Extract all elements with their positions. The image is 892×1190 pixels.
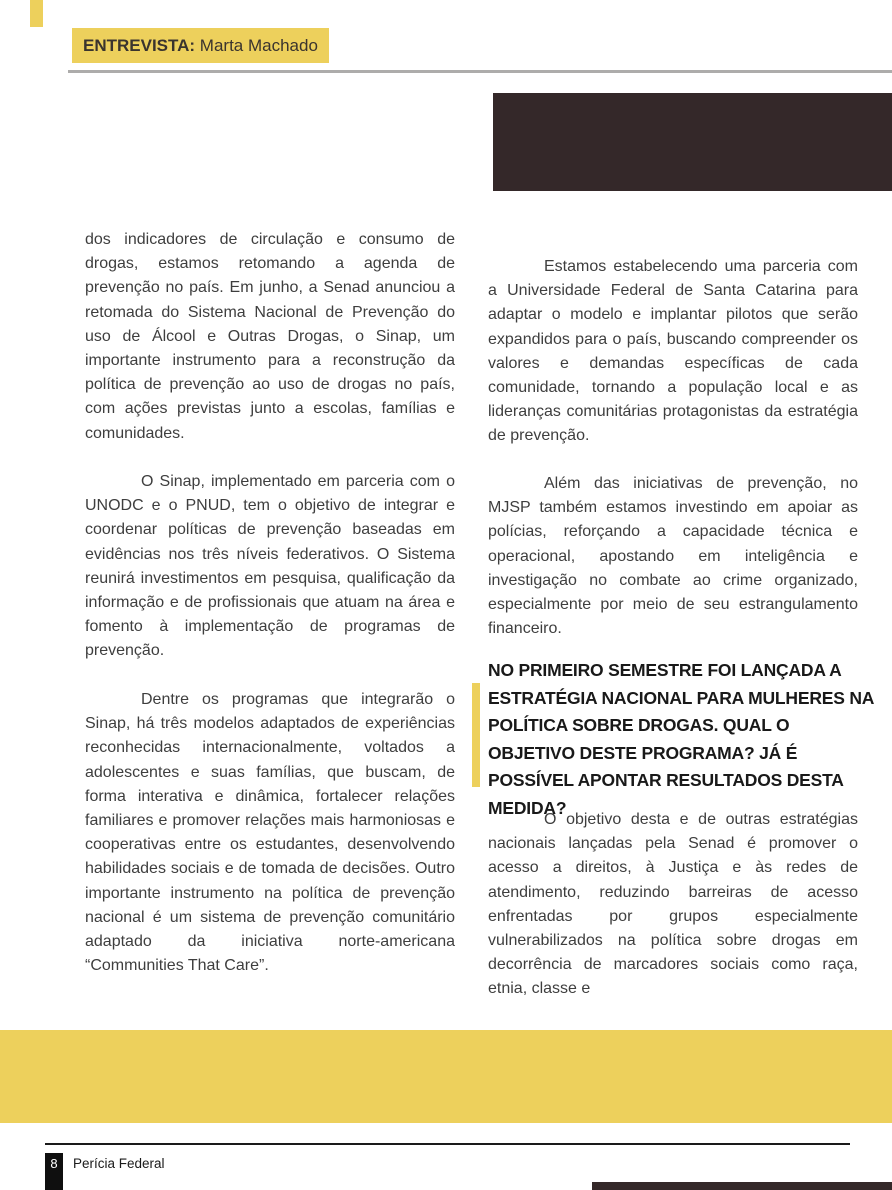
interview-question-heading: NO PRIMEIRO SEMESTRE FOI LANÇADA A ESTRATÉGIA NACIONAL PARA MULHERES NA POLÍTICA SOBRE DROGAS. QUAL O OBJETIVO DESTE PROGRAMA? JÁ É POSSÍVEL APONTAR RESULTADOS DESTA MEDIDA? (488, 660, 874, 818)
body-paragraph: Dentre os programas que integrarão o Sinap, há três modelos adaptados de experiências reconhecidas internacionalmente, voltados a adolescentes e suas famílias, que buscam, de forma interativa e dinâmica, fortalecer relações familiares e promover relações mais harmoniosas e cooperativas entre os estudantes, desenvolvendo habilidades sociais e de tomada de decisões. Outro importante instrumento na política de prevenção nacional é um sistema de prevenção comunitário adaptado da iniciativa norte-americana “Communities That Care”. (85, 691, 455, 975)
header-rule (68, 70, 892, 73)
body-paragraph: Além das iniciativas de prevenção, no MJSP também estamos investindo em apoiar as polícias, reforçando a capacidade técnica e operacional, apostando em inteligência e investigação no combate ao crime organizado, especialmente por meio de seu estrangulamento financeiro. (488, 475, 858, 638)
body-paragraph: O Sinap, implementado em parceria com o UNODC e o PNUD, tem o objetivo de integrar e coordenar políticas de prevenção baseadas em evidências nos três níveis federativos. O Sistema reunirá investimentos em pesquisa, qualificação da informação e de profissionais que atuam na área e fomento à implementação de programas de prevenção. (85, 473, 455, 660)
bottom-yellow-band (0, 1030, 892, 1123)
magazine-name: Perícia Federal (73, 1156, 165, 1171)
photo-placeholder-block (493, 93, 892, 191)
top-left-accent-mark (30, 0, 43, 27)
footer-rule (45, 1143, 850, 1145)
body-paragraph: Estamos estabelecendo uma parceria com a Universidade Federal de Santa Catarina para adaptar o modelo e implantar pilotos que serão expandidos para o país, buscando compreender os valores e demandas específicas de cada comunidade, tornando a população local e as lideranças comunitárias protagonistas da estratégia de prevenção. (488, 258, 858, 445)
section-badge-label: ENTREVISTA: (83, 36, 196, 55)
bottom-right-dark-bar (592, 1182, 892, 1190)
body-paragraph: O objetivo desta e de outras estratégias nacionais lançadas pela Senad é promover o acesso a direitos, à Justiça e às redes de atendimento, reduzindo barreiras de acesso enfrentadas por grupos especialmente vulnerabilizados na política sobre drogas em decorrência de marcadores sociais como raça, etnia, classe e (488, 811, 858, 998)
question-accent-bar (472, 683, 480, 787)
page-number-box: 8 (45, 1153, 63, 1190)
interviewee-name: Marta Machado (195, 36, 318, 55)
section-badge (72, 28, 329, 63)
body-paragraph: dos indicadores de circulação e consumo de drogas, estamos retomando a agenda de prevenção no país. Em junho, a Senad anunciou a retomada do Sistema Nacional de Prevenção do uso de Álcool e Outras Drogas, o Sinap, um importante instrumento para a reconstrução da política de prevenção ao uso de drogas no país, com ações previstas junto a escolas, famílias e comunidades. (85, 231, 455, 442)
